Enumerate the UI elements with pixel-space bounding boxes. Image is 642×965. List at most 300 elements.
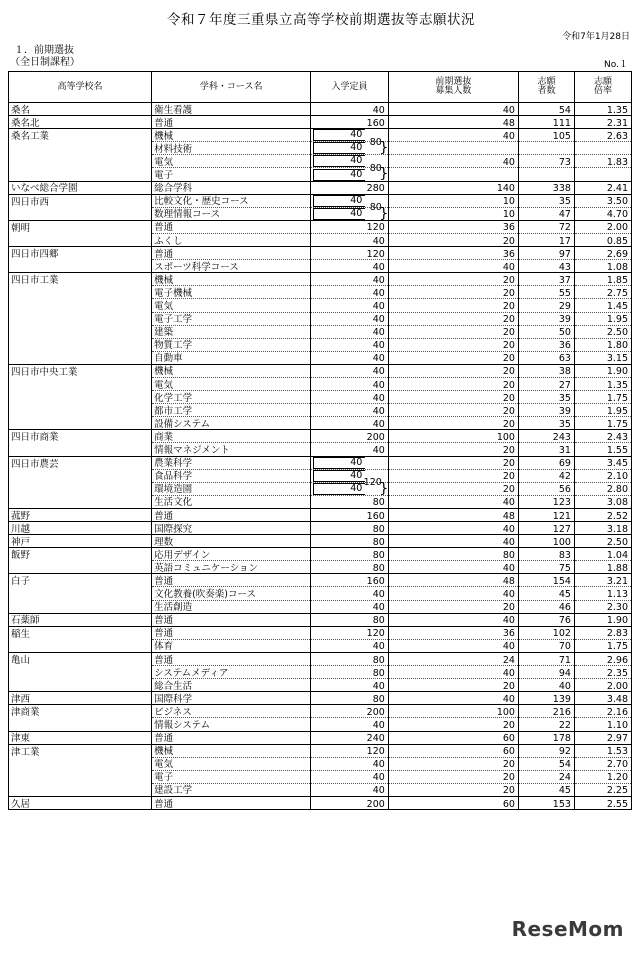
capacity-cell: 120 bbox=[311, 220, 388, 233]
course-cell: 機械 bbox=[152, 273, 311, 286]
recruit-cell: 20 bbox=[388, 233, 518, 246]
applicants-cell: 76 bbox=[518, 613, 574, 626]
recruit-cell: 40 bbox=[388, 129, 518, 142]
ratio-cell: 2.41 bbox=[574, 181, 631, 194]
ratio-cell: 2.69 bbox=[574, 247, 631, 260]
recruit-cell: 40 bbox=[388, 639, 518, 652]
ratio-cell: 2.31 bbox=[574, 116, 631, 129]
applicants-cell bbox=[518, 142, 574, 155]
capacity-cell: 120 bbox=[311, 744, 388, 757]
applicants-cell: 54 bbox=[518, 757, 574, 770]
recruit-cell: 100 bbox=[388, 430, 518, 443]
table-row bbox=[9, 561, 632, 574]
applicants-cell: 71 bbox=[518, 652, 574, 665]
school-name-cell bbox=[9, 679, 152, 692]
applicants-cell: 178 bbox=[518, 731, 574, 744]
school-name-cell: 亀山 bbox=[9, 652, 152, 665]
course-cell: 情報システム bbox=[152, 718, 311, 731]
recruit-cell: 40 bbox=[388, 692, 518, 705]
ratio-cell: 1.20 bbox=[574, 770, 631, 783]
capacity-cell bbox=[311, 129, 389, 157]
course-cell: 総合生活 bbox=[152, 679, 311, 692]
school-name-cell bbox=[9, 168, 152, 181]
school-name-cell: 津西 bbox=[9, 692, 152, 705]
table-row bbox=[9, 600, 632, 613]
applicants-cell: 35 bbox=[518, 417, 574, 430]
capacity-cell: 40 bbox=[311, 325, 388, 338]
ratio-cell: 3.08 bbox=[574, 495, 631, 508]
ratio-cell: 1.35 bbox=[574, 377, 631, 390]
applicants-cell: 102 bbox=[518, 626, 574, 639]
school-name-cell: 白子 bbox=[9, 574, 152, 587]
capacity-cell: 80 bbox=[311, 666, 388, 679]
table-row bbox=[9, 377, 632, 390]
ratio-cell: 1.75 bbox=[574, 417, 631, 430]
header-course: 学科・コース名 bbox=[152, 72, 311, 103]
recruit-cell: 80 bbox=[388, 548, 518, 561]
capacity-cell: 40 bbox=[311, 377, 388, 390]
course-cell: 普通 bbox=[152, 652, 311, 665]
ratio-cell bbox=[574, 168, 631, 181]
course-cell: 数理情報コース bbox=[152, 207, 311, 220]
applicants-cell: 42 bbox=[518, 469, 574, 482]
table-row bbox=[9, 744, 632, 757]
recruit-cell: 36 bbox=[388, 247, 518, 260]
table-row bbox=[9, 652, 632, 665]
applicants-cell: 69 bbox=[518, 456, 574, 469]
applicants-cell: 22 bbox=[518, 718, 574, 731]
capacity-cell: 80 bbox=[311, 548, 388, 561]
recruit-cell: 60 bbox=[388, 796, 518, 809]
capacity-cell: 160 bbox=[311, 116, 388, 129]
course-cell: 普通 bbox=[152, 731, 311, 744]
recruit-cell: 40 bbox=[388, 495, 518, 508]
capacity-cell: 40 bbox=[311, 417, 388, 430]
table-row bbox=[9, 142, 632, 155]
school-name-cell bbox=[9, 142, 152, 155]
capacity-cell: 40 bbox=[311, 103, 388, 116]
capacity-cell: 80 bbox=[311, 692, 388, 705]
ratio-cell: 2.70 bbox=[574, 757, 631, 770]
table-row bbox=[9, 129, 632, 142]
applicants-cell: 73 bbox=[518, 155, 574, 168]
recruit-cell: 40 bbox=[388, 535, 518, 548]
report-date: 令和7年1月28日 bbox=[562, 32, 630, 42]
header-capacity: 入学定員 bbox=[311, 72, 388, 103]
course-cell: 機械 bbox=[152, 744, 311, 757]
ratio-cell: 2.00 bbox=[574, 679, 631, 692]
school-name-cell bbox=[9, 600, 152, 613]
ratio-cell: 1.95 bbox=[574, 404, 631, 417]
course-cell: 体育 bbox=[152, 639, 311, 652]
ratio-cell: 0.85 bbox=[574, 233, 631, 246]
capacity-cell bbox=[311, 155, 389, 183]
applicants-cell: 70 bbox=[518, 639, 574, 652]
recruit-cell bbox=[388, 168, 518, 181]
applicants-cell: 105 bbox=[518, 129, 574, 142]
table-row bbox=[9, 207, 632, 220]
applicants-cell: 39 bbox=[518, 404, 574, 417]
applicants-cell bbox=[518, 168, 574, 181]
capacity-cell: 200 bbox=[311, 430, 388, 443]
course-cell: 食品科学 bbox=[152, 469, 311, 482]
course-cell: 普通 bbox=[152, 626, 311, 639]
recruit-cell: 20 bbox=[388, 482, 518, 495]
ratio-cell: 2.83 bbox=[574, 626, 631, 639]
section-heading: １．前期選抜 bbox=[14, 45, 74, 56]
ratio-cell: 1.45 bbox=[574, 299, 631, 312]
sub-capacity: 40 bbox=[313, 129, 365, 141]
capacity-cell: 40 bbox=[311, 639, 388, 652]
recruit-cell: 40 bbox=[388, 613, 518, 626]
applicants-cell: 35 bbox=[518, 194, 574, 207]
table-row bbox=[9, 548, 632, 561]
table-row bbox=[9, 338, 632, 351]
course-cell: 電子工学 bbox=[152, 312, 311, 325]
capacity-cell: 200 bbox=[311, 796, 388, 809]
school-name-cell: 四日市農芸 bbox=[9, 456, 152, 469]
course-cell: 機械 bbox=[152, 364, 311, 377]
recruit-cell: 48 bbox=[388, 574, 518, 587]
table-row bbox=[9, 535, 632, 548]
table-row bbox=[9, 325, 632, 338]
table-row bbox=[9, 456, 632, 469]
applicants-cell: 338 bbox=[518, 181, 574, 194]
applicants-cell: 123 bbox=[518, 495, 574, 508]
table-row bbox=[9, 299, 632, 312]
applicants-cell: 45 bbox=[518, 783, 574, 796]
recruit-cell: 10 bbox=[388, 207, 518, 220]
capacity-cell bbox=[311, 469, 389, 497]
applicants-cell: 243 bbox=[518, 430, 574, 443]
applicants-cell: 29 bbox=[518, 299, 574, 312]
capacity-cell bbox=[311, 456, 388, 469]
course-cell: 普通 bbox=[152, 220, 311, 233]
ratio-cell: 3.50 bbox=[574, 194, 631, 207]
resemom-logo: ReseMom bbox=[511, 917, 624, 941]
capacity-cell: 80 bbox=[311, 613, 388, 626]
table-row bbox=[9, 495, 632, 508]
capacity-cell bbox=[311, 194, 389, 222]
capacity-cell: 160 bbox=[311, 574, 388, 587]
school-name-cell: 飯野 bbox=[9, 548, 152, 561]
school-name-cell: 神戸 bbox=[9, 535, 152, 548]
recruit-cell: 100 bbox=[388, 705, 518, 718]
school-name-cell bbox=[9, 391, 152, 404]
ratio-cell: 1.83 bbox=[574, 155, 631, 168]
group-brace-icon: } bbox=[379, 166, 389, 183]
school-name-cell: 四日市工業 bbox=[9, 273, 152, 286]
course-cell: 普通 bbox=[152, 247, 311, 260]
school-name-cell: 桑名北 bbox=[9, 116, 152, 129]
applicants-cell: 31 bbox=[518, 443, 574, 456]
recruit-cell: 36 bbox=[388, 626, 518, 639]
course-cell: 文化教養(吹奏楽)コース bbox=[152, 587, 311, 600]
recruit-cell: 24 bbox=[388, 652, 518, 665]
sub-capacity: 40 bbox=[313, 195, 365, 207]
school-name-cell: いなべ総合学園 bbox=[9, 181, 152, 194]
applicants-cell: 39 bbox=[518, 312, 574, 325]
table-row bbox=[9, 286, 632, 299]
applicants-cell: 37 bbox=[518, 273, 574, 286]
ratio-cell: 1.75 bbox=[574, 639, 631, 652]
ratio-cell: 2.43 bbox=[574, 430, 631, 443]
course-cell: 商業 bbox=[152, 430, 311, 443]
applicants-cell: 54 bbox=[518, 103, 574, 116]
course-cell: 電子機械 bbox=[152, 286, 311, 299]
recruit-cell: 20 bbox=[388, 312, 518, 325]
school-name-cell: 四日市商業 bbox=[9, 430, 152, 443]
school-name-cell bbox=[9, 482, 152, 495]
table-row bbox=[9, 430, 632, 443]
recruit-cell: 20 bbox=[388, 757, 518, 770]
recruit-cell: 20 bbox=[388, 443, 518, 456]
school-name-cell bbox=[9, 783, 152, 796]
table-row bbox=[9, 574, 632, 587]
ratio-cell: 1.95 bbox=[574, 312, 631, 325]
capacity-cell: 120 bbox=[311, 626, 388, 639]
ratio-cell: 1.88 bbox=[574, 561, 631, 574]
school-name-cell bbox=[9, 495, 152, 508]
table-row bbox=[9, 443, 632, 456]
ratio-cell: 1.35 bbox=[574, 103, 631, 116]
capacity-cell: 40 bbox=[311, 587, 388, 600]
table-row bbox=[9, 391, 632, 404]
table-row bbox=[9, 679, 632, 692]
ratio-cell: 1.10 bbox=[574, 718, 631, 731]
table-row bbox=[9, 626, 632, 639]
ratio-cell: 3.18 bbox=[574, 522, 631, 535]
group-capacity: 120 bbox=[363, 477, 382, 489]
capacity-cell bbox=[311, 168, 388, 181]
course-cell: 普通 bbox=[152, 796, 311, 809]
course-cell: 生活創造 bbox=[152, 600, 311, 613]
table-row bbox=[9, 417, 632, 430]
ratio-cell: 2.30 bbox=[574, 600, 631, 613]
course-type: （全日制課程） bbox=[10, 57, 80, 68]
table-row bbox=[9, 469, 632, 482]
table-row bbox=[9, 705, 632, 718]
table-row bbox=[9, 273, 632, 286]
capacity-cell: 80 bbox=[311, 561, 388, 574]
applicants-cell: 50 bbox=[518, 325, 574, 338]
table-row bbox=[9, 194, 632, 207]
capacity-cell: 80 bbox=[311, 522, 388, 535]
capacity-cell: 40 bbox=[311, 273, 388, 286]
capacity-cell: 40 bbox=[311, 312, 388, 325]
table-row bbox=[9, 233, 632, 246]
recruit-cell: 20 bbox=[388, 391, 518, 404]
ratio-cell: 1.85 bbox=[574, 273, 631, 286]
table-row bbox=[9, 247, 632, 260]
school-name-cell bbox=[9, 757, 152, 770]
applicants-cell: 24 bbox=[518, 770, 574, 783]
course-cell: 応用デザイン bbox=[152, 548, 311, 561]
applicants-cell: 47 bbox=[518, 207, 574, 220]
capacity-cell: 240 bbox=[311, 731, 388, 744]
course-cell: 電気 bbox=[152, 757, 311, 770]
applicants-cell: 36 bbox=[518, 338, 574, 351]
sub-capacity: 40 bbox=[313, 483, 365, 495]
capacity-cell: 40 bbox=[311, 233, 388, 246]
group-capacity: 80 bbox=[369, 202, 382, 214]
sub-capacity: 40 bbox=[313, 155, 365, 167]
ratio-cell: 1.55 bbox=[574, 443, 631, 456]
applications-table bbox=[8, 71, 632, 810]
table-row bbox=[9, 770, 632, 783]
course-cell: 建設工学 bbox=[152, 783, 311, 796]
table-row bbox=[9, 757, 632, 770]
capacity-cell: 40 bbox=[311, 260, 388, 273]
school-name-cell bbox=[9, 233, 152, 246]
capacity-cell: 160 bbox=[311, 508, 388, 521]
ratio-cell: 2.75 bbox=[574, 286, 631, 299]
course-cell: 普通 bbox=[152, 508, 311, 521]
table-row bbox=[9, 692, 632, 705]
applicants-cell: 27 bbox=[518, 377, 574, 390]
applicants-cell: 46 bbox=[518, 600, 574, 613]
school-name-cell bbox=[9, 312, 152, 325]
table-row bbox=[9, 155, 632, 168]
recruit-cell: 20 bbox=[388, 417, 518, 430]
table-row bbox=[9, 522, 632, 535]
ratio-cell: 2.52 bbox=[574, 508, 631, 521]
capacity-cell: 40 bbox=[311, 364, 388, 377]
ratio-cell bbox=[574, 142, 631, 155]
applicants-cell: 38 bbox=[518, 364, 574, 377]
table-row bbox=[9, 312, 632, 325]
applicants-cell: 55 bbox=[518, 286, 574, 299]
recruit-cell: 36 bbox=[388, 220, 518, 233]
capacity-cell: 40 bbox=[311, 600, 388, 613]
course-cell: 国際科学 bbox=[152, 692, 311, 705]
recruit-cell: 40 bbox=[388, 103, 518, 116]
capacity-cell: 40 bbox=[311, 351, 388, 364]
ratio-cell: 1.90 bbox=[574, 364, 631, 377]
table-row bbox=[9, 364, 632, 377]
recruit-cell: 20 bbox=[388, 299, 518, 312]
table-row bbox=[9, 796, 632, 809]
course-cell: 設備システム bbox=[152, 417, 311, 430]
capacity-cell bbox=[311, 207, 388, 220]
school-name-cell bbox=[9, 260, 152, 273]
table-header-row bbox=[9, 72, 632, 103]
recruit-cell: 20 bbox=[388, 404, 518, 417]
capacity-cell: 40 bbox=[311, 391, 388, 404]
capacity-cell: 40 bbox=[311, 286, 388, 299]
school-name-cell bbox=[9, 404, 152, 417]
sub-capacity: 40 bbox=[313, 169, 365, 181]
ratio-cell: 2.96 bbox=[574, 652, 631, 665]
applicants-cell: 92 bbox=[518, 744, 574, 757]
capacity-cell: 40 bbox=[311, 299, 388, 312]
recruit-cell: 20 bbox=[388, 364, 518, 377]
table-body bbox=[9, 103, 632, 810]
course-cell: 普通 bbox=[152, 574, 311, 587]
course-cell: 電気 bbox=[152, 299, 311, 312]
course-cell: システムメディア bbox=[152, 666, 311, 679]
recruit-cell: 40 bbox=[388, 522, 518, 535]
capacity-cell: 40 bbox=[311, 757, 388, 770]
capacity-cell bbox=[311, 482, 388, 495]
course-cell: 電気 bbox=[152, 377, 311, 390]
recruit-cell: 40 bbox=[388, 561, 518, 574]
group-capacity: 80 bbox=[369, 162, 382, 174]
applicants-cell: 97 bbox=[518, 247, 574, 260]
school-name-cell bbox=[9, 299, 152, 312]
school-name-cell bbox=[9, 351, 152, 364]
recruit-cell: 40 bbox=[388, 587, 518, 600]
table-row bbox=[9, 783, 632, 796]
capacity-cell: 40 bbox=[311, 783, 388, 796]
course-cell: 衛生看護 bbox=[152, 103, 311, 116]
applicants-cell: 75 bbox=[518, 561, 574, 574]
recruit-cell: 60 bbox=[388, 731, 518, 744]
capacity-cell: 40 bbox=[311, 770, 388, 783]
school-name-cell: 桑名工業 bbox=[9, 129, 152, 142]
applicants-cell: 100 bbox=[518, 535, 574, 548]
course-cell: 化学工学 bbox=[152, 391, 311, 404]
course-cell: 材料技術 bbox=[152, 142, 311, 155]
ratio-cell: 4.70 bbox=[574, 207, 631, 220]
ratio-cell: 3.15 bbox=[574, 351, 631, 364]
recruit-cell: 40 bbox=[388, 260, 518, 273]
page-title: 令和７年度三重県立高等学校前期選抜等志願状況 bbox=[167, 12, 475, 28]
course-cell: 総合学科 bbox=[152, 181, 311, 194]
course-cell: 理数 bbox=[152, 535, 311, 548]
ratio-cell: 2.25 bbox=[574, 783, 631, 796]
applicants-cell: 153 bbox=[518, 796, 574, 809]
school-name-cell bbox=[9, 207, 152, 220]
recruit-cell: 20 bbox=[388, 325, 518, 338]
school-name-cell bbox=[9, 770, 152, 783]
applicants-cell: 111 bbox=[518, 116, 574, 129]
recruit-cell: 20 bbox=[388, 783, 518, 796]
table-row bbox=[9, 666, 632, 679]
applicants-cell: 43 bbox=[518, 260, 574, 273]
applicants-cell: 216 bbox=[518, 705, 574, 718]
ratio-cell: 2.00 bbox=[574, 220, 631, 233]
capacity-cell: 120 bbox=[311, 247, 388, 260]
recruit-cell: 20 bbox=[388, 600, 518, 613]
recruit-cell: 20 bbox=[388, 469, 518, 482]
header-recruit: 前期選抜 募集人数 bbox=[388, 72, 518, 103]
table-row bbox=[9, 220, 632, 233]
ratio-cell: 1.08 bbox=[574, 260, 631, 273]
sub-capacity: 40 bbox=[313, 142, 365, 154]
school-name-cell: 久居 bbox=[9, 796, 152, 809]
course-cell: ビジネス bbox=[152, 705, 311, 718]
sub-capacity: 40 bbox=[313, 470, 365, 482]
table-row bbox=[9, 482, 632, 495]
course-cell: 自動車 bbox=[152, 351, 311, 364]
course-cell: 電気 bbox=[152, 155, 311, 168]
capacity-cell: 40 bbox=[311, 443, 388, 456]
ratio-cell: 2.50 bbox=[574, 535, 631, 548]
applicants-cell: 72 bbox=[518, 220, 574, 233]
course-cell: スポーツ科学コース bbox=[152, 260, 311, 273]
course-cell: 普通 bbox=[152, 116, 311, 129]
school-name-cell: 桑名 bbox=[9, 103, 152, 116]
ratio-cell: 2.35 bbox=[574, 666, 631, 679]
school-name-cell: 四日市四郷 bbox=[9, 247, 152, 260]
school-name-cell bbox=[9, 417, 152, 430]
recruit-cell: 40 bbox=[388, 666, 518, 679]
applicants-cell: 139 bbox=[518, 692, 574, 705]
recruit-cell: 20 bbox=[388, 770, 518, 783]
capacity-cell: 200 bbox=[311, 705, 388, 718]
school-name-cell bbox=[9, 286, 152, 299]
